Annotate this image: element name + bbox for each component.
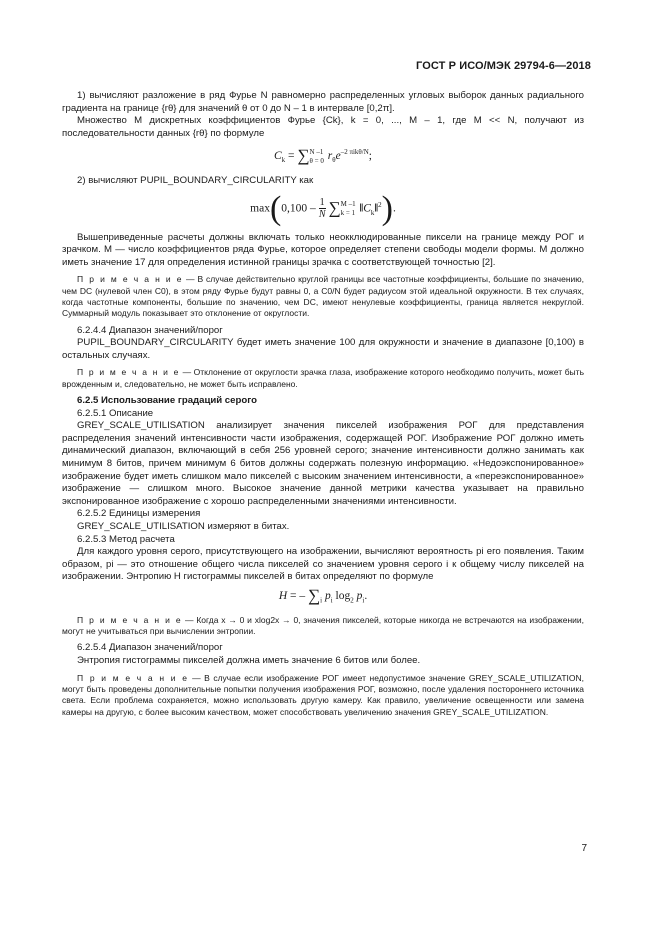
- subsection-6-2-5-3: 6.2.5.3 Метод расчета: [77, 533, 175, 545]
- section-6-2-5: 6.2.5 Использование градаций серого: [77, 395, 257, 407]
- formula-fourier: $C_k$ = ∑ N –1 θ = 0 $r_\theta e^{-2 \pi ik\theta/N}$;: [274, 146, 372, 166]
- paragraph-units: GREY_SCALE_UTILISATION измеряют в битах.: [77, 520, 290, 532]
- formula-entropy: H = – $\sum_i$ $p_i$ $\log_2 p_i$.: [278, 586, 368, 605]
- note-circularity: П р и м е ч а н и е — В случае действительно круглой границы все частотные коэффициенты, большие по значению, чем DC (нулевой член C0), в этом ряду Фурье будут равны 0, а C0/N будет радиусом этой идеальной окружности. В тех случаях, когда частотные компоненты, большие по значению, чем DC, имеют ненулевые коэффициенты, граница является некруглой. Суммарный модуль показывает это отклонение от округлости.: [62, 274, 584, 319]
- note-deviation: П р и м е ч а н и е — Отклонение от округлости зрачка глаза, изображение которого необходимо получить, может быть врожденным и, следовательно, не может быть исправлено.: [62, 367, 584, 389]
- paragraph-circularity-range: PUPIL_BOUNDARY_CIRCULARITY будет иметь значение 100 для окружности и значение в диапазоне [0,100) в остальных случаях.: [62, 337, 584, 361]
- subsection-6-2-5-2: 6.2.5.2 Единицы измерения: [77, 508, 201, 520]
- subsection-6-2-5-4: 6.2.5.4 Диапазон значений/порог: [77, 642, 223, 654]
- note-grey-scale: П р и м е ч а н и е — В случае если изображение РОГ имеет недопустимое значение GREY_SCALE_UTILIZATION, могут быть проведены дополнительные попытки получения изображения РОГ, возможно, после удаления постороннего источника света. Если проблема сохраняется, можно использовать другую камеру. Как правило, увеличение освещенности или замена камеры на другую, с более высоким качеством, может способствовать увеличению значения GREY_SCALE_UTILIZATION.: [62, 672, 584, 717]
- paragraph-calculation-notes: Вышеприведенные расчеты должны включать только неокклюдированные пиксели на границе между РОГ и зрачком. M — число коэффициентов ряда Фурье, которое определяет степени свободы модели формы. M должно иметь значение 17 для определения истинной границы зрачка с соответствующей точностью [2].: [62, 231, 584, 268]
- formula-circularity: max(0,100 – $\frac{1}{N}$ ∑ M –1 k = 1 $‖C_k‖^2$).: [250, 189, 396, 227]
- subsection-6-2-5-1: 6.2.5.1 Описание: [77, 407, 154, 419]
- page-number: 7: [581, 843, 587, 854]
- paragraph-entropy-threshold: Энтропия гистограммы пикселей должна иметь значение 6 битов или более.: [77, 655, 421, 667]
- document-header: ГОСТ Р ИСО/МЭК 29794-6—2018: [416, 60, 591, 72]
- paragraph-coefficients: Множество M дискретных коэффициентов Фурье {Ck}, k = 0, ..., M – 1, где M << N, получают из последовательности данных {rθ} по формуле: [62, 115, 584, 139]
- subsection-6-2-4-4: 6.2.4.4 Диапазон значений/порог: [77, 324, 223, 336]
- page-content: [62, 90, 584, 718]
- paragraph-entropy-method: Для каждого уровня серого, присутствующего на изображении, вычисляют вероятность pi его появления. Таким образом, pi — это отношение общего числа пикселей со значением уровня серого i к общему числу пикселей на изображении. Энтропию H гистограммы пикселей в битах определяют по формуле: [62, 546, 584, 583]
- note-entropy: П р и м е ч а н и е — Когда x → 0 и xlog2x → 0, значения пикселей, которые никогда не встречаются на изображении, могут не учитываться при вычислении энтропии.: [62, 614, 585, 637]
- paragraph-fourier-step: 1) вычисляют разложение в ряд Фурье N равномерно распределенных угловых выборок данных радиального градиента на границе {rθ} для значений θ от 0 до N – 1 в интервале [0,2π].: [62, 90, 584, 114]
- paragraph-grey-scale-description: GREY_SCALE_UTILISATION анализирует значения пикселей изображения РОГ для представления распределения значений интенсивности части изображения, содержащей РОГ. Изображение РОГ должно иметь динамический диапазон, включающий в себя 256 уровней серого; значение интенсивности должно занимать как минимум 8 битов, причем минимум 6 битов должны содержать полезную информацию. «Недоэкспонированное» изображение будет иметь слишком мало пикселей с высоким значением интенсивности, а «переэкспонированное» изображение — слишком много. Высокое значение данной метрики качества указывает на правильно экспонированное изображение с хорошо распределенными значениями интенсивности.: [62, 420, 584, 507]
- paragraph-circularity-step: 2) вычисляют PUPIL_BOUNDARY_CIRCULARITY как: [77, 175, 314, 187]
